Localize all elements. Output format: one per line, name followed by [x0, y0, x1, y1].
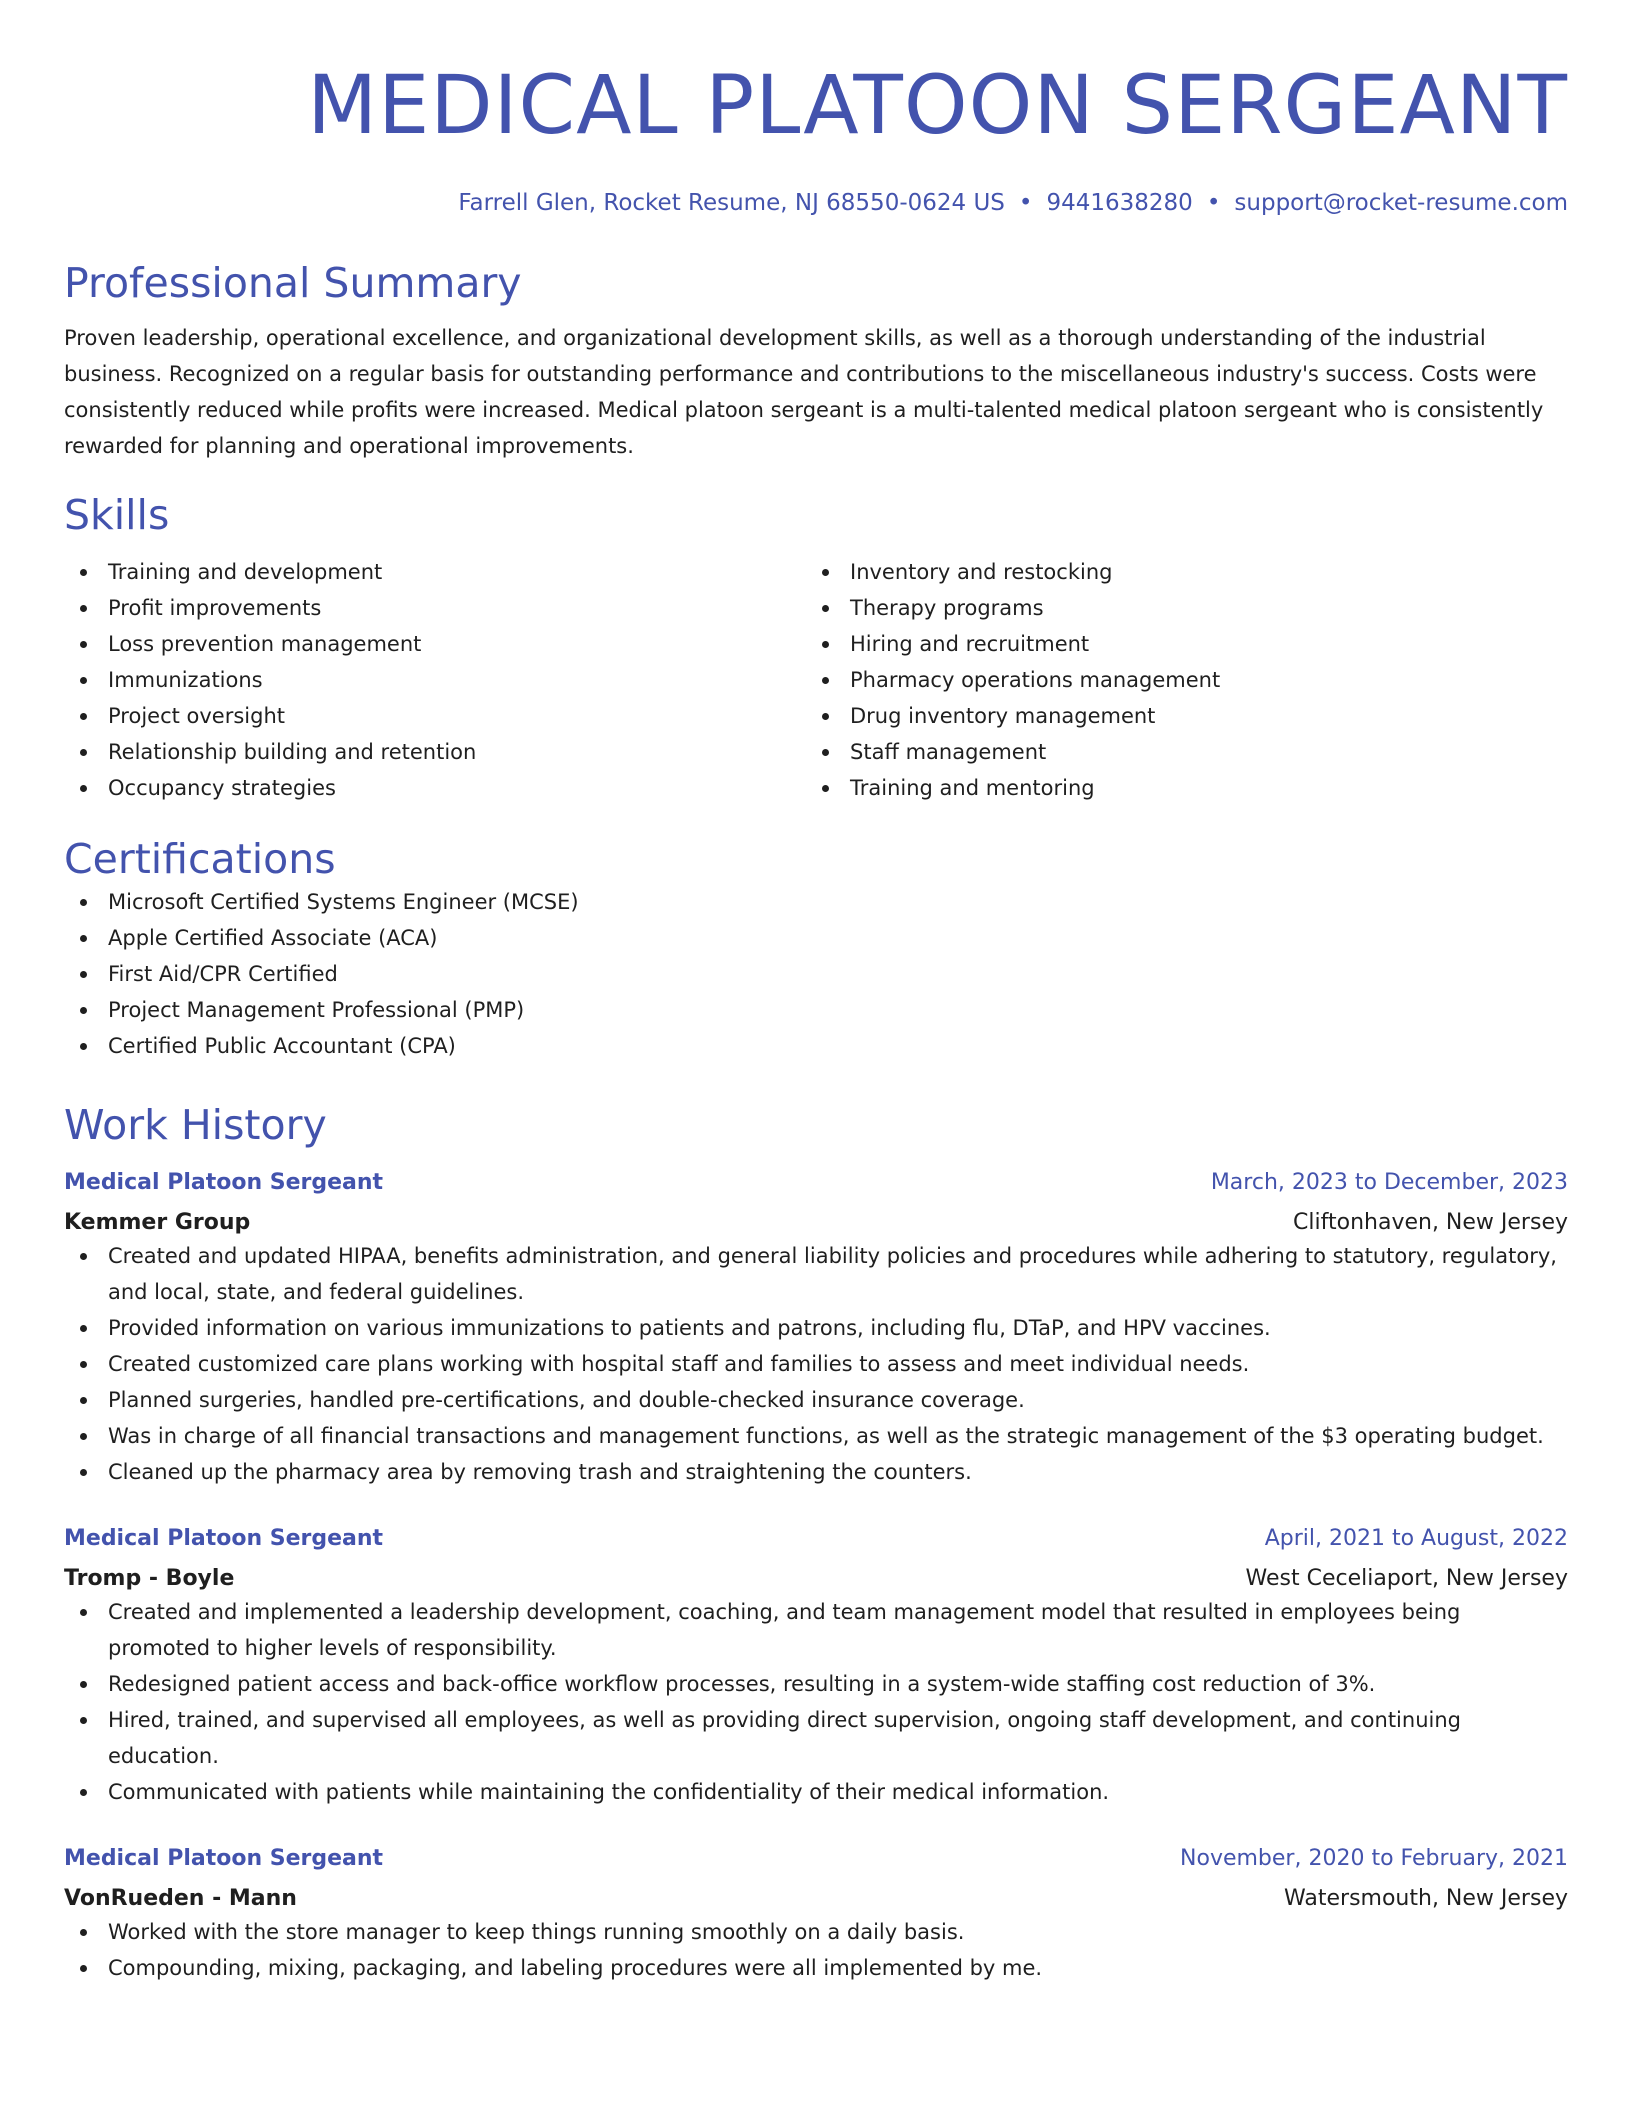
certification-item: Apple Certified Associate (ACA): [64, 920, 1568, 956]
resume-name: MEDICAL PLATOON SERGEANT: [307, 59, 1568, 153]
skill-item: Pharmacy operations management: [806, 662, 1548, 698]
certification-item: Project Management Professional (PMP): [64, 992, 1568, 1028]
skill-item: Profit improvements: [64, 590, 806, 626]
skill-item: Hiring and recruitment: [806, 626, 1548, 662]
job-duties-list: [64, 1594, 1568, 1810]
skill-item: Drug inventory management: [806, 698, 1548, 734]
certification-item: Certified Public Accountant (CPA): [64, 1028, 1568, 1064]
job-duty-item: Compounding, mixing, packaging, and labeling procedures were all implemented by me.: [64, 1950, 1568, 1986]
job-duty-item: Created and implemented a leadership development, coaching, and team management model that resulted in employees being promoted to higher levels of responsibility.: [64, 1594, 1568, 1666]
job-duty-item: Hired, trained, and supervised all employees, as well as providing direct supervision, ongoing staff development, and continuing education.: [64, 1702, 1568, 1774]
job-duty-item: Redesigned patient access and back-office workflow processes, resulting in a system-wide staffing cost reduction of 3%.: [64, 1666, 1568, 1702]
job-duty-item: Cleaned up the pharmacy area by removing trash and straightening the counters.: [64, 1454, 1568, 1490]
resume-page: [64, 0, 1568, 1986]
job-duty-item: Provided information on various immunizations to patients and patrons, including flu, DTaP, and HPV vaccines.: [64, 1310, 1568, 1346]
skill-item: Training and mentoring: [806, 770, 1548, 806]
job-dates: November, 2020 to February, 2021: [1180, 1846, 1568, 1871]
job-duty-item: Planned surgeries, handled pre-certifications, and double-checked insurance coverage.: [64, 1382, 1568, 1418]
job-dates: March, 2023 to December, 2023: [1210, 1170, 1568, 1195]
skills-list-right: [806, 554, 1548, 806]
job-duty-item: Worked with the store manager to keep things running smoothly on a daily basis.: [64, 1914, 1568, 1950]
job-dates: April, 2021 to August, 2022: [1264, 1526, 1568, 1551]
certifications-list: [64, 884, 1568, 1064]
skill-item: Project oversight: [64, 698, 806, 734]
work-history-heading: Work History: [64, 1101, 327, 1149]
skill-item: Immunizations: [64, 662, 806, 698]
certification-item: Microsoft Certified Systems Engineer (MCSE): [64, 884, 1568, 920]
job-duty-item: Created customized care plans working with hospital staff and families to assess and meet individual needs.: [64, 1346, 1568, 1382]
contact-email: support@rocket-resume.com: [1234, 190, 1568, 216]
job-duty-item: Created and updated HIPAA, benefits administration, and general liability policies and procedures while adhering to statutory, regulatory, and local, state, and federal guidelines.: [64, 1238, 1568, 1310]
job-entry: [64, 1524, 1568, 1810]
job-header: [64, 1844, 1568, 1874]
skills-heading: Skills: [64, 491, 170, 539]
job-location: West Ceceliaport, New Jersey: [1245, 1566, 1568, 1591]
job-location: Watersmouth, New Jersey: [1284, 1886, 1568, 1911]
job-duty-item: Communicated with patients while maintaining the confidentiality of their medical information.: [64, 1774, 1568, 1810]
skill-item: Relationship building and retention: [64, 734, 806, 770]
job-header: [64, 1524, 1568, 1554]
job-subheader: [64, 1564, 1568, 1594]
skill-item: Occupancy strategies: [64, 770, 806, 806]
contact-separator: •: [1018, 190, 1033, 216]
job-location: Cliftonhaven, New Jersey: [1293, 1210, 1568, 1235]
contact-address: Farrell Glen, Rocket Resume, NJ 68550-0624 US: [458, 190, 1005, 216]
job-duty-item: Was in charge of all financial transactions and management functions, as well as the strategic management of the $3 operating budget.: [64, 1418, 1568, 1454]
job-company: VonRueden - Mann: [64, 1886, 297, 1911]
job-entry: [64, 1844, 1568, 1986]
contact-line: [64, 188, 1568, 218]
job-company: Kemmer Group: [64, 1210, 251, 1235]
job-header: [64, 1168, 1568, 1198]
skills-columns: [64, 554, 1568, 806]
job-title: Medical Platoon Sergeant: [64, 1846, 384, 1871]
summary-heading: Professional Summary: [64, 259, 522, 307]
job-entry: [64, 1168, 1568, 1490]
skills-list-left: [64, 554, 806, 806]
skill-item: Therapy programs: [806, 590, 1548, 626]
contact-separator: •: [1206, 190, 1221, 216]
skill-item: Staff management: [806, 734, 1548, 770]
job-company: Tromp - Boyle: [64, 1566, 235, 1591]
job-title: Medical Platoon Sergeant: [64, 1526, 384, 1551]
certification-item: First Aid/CPR Certified: [64, 956, 1568, 992]
certifications-heading: Certifications: [64, 835, 336, 883]
job-title: Medical Platoon Sergeant: [64, 1170, 384, 1195]
job-subheader: [64, 1208, 1568, 1238]
summary-text: Proven leadership, operational excellence, and organizational development skills, as well as a thorough understanding of the industrial business. Recognized on a regular basis for outstanding performance and contributions to the miscellaneous industry's success. Costs were consistently reduced while profits were increased. Medical platoon sergeant is a multi-talented medical platoon sergeant who is consistently rewarded for planning and operational improvements.: [64, 326, 1544, 458]
job-duties-list: [64, 1238, 1568, 1490]
skill-item: Loss prevention management: [64, 626, 806, 662]
skill-item: Training and development: [64, 554, 806, 590]
job-subheader: [64, 1884, 1568, 1914]
skill-item: Inventory and restocking: [806, 554, 1548, 590]
job-duties-list: [64, 1914, 1568, 1986]
contact-phone: 9441638280: [1046, 190, 1193, 216]
